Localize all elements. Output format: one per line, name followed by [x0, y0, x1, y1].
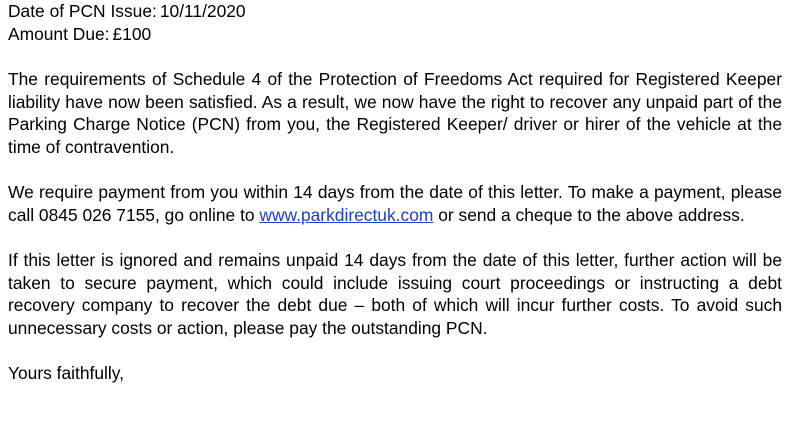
amount-due-line [8, 23, 782, 46]
payment-text-before-link: We require payment from you within 14 days from the date of this letter. To make a payment, please call 0845 026 7155, go online to [8, 182, 782, 225]
further-action-paragraph: If this letter is ignored and remains unpaid 14 days from the date of this letter, further action will be taken to secure payment, which could include issuing court proceedings or instructing a debt recovery company to recover the debt due – both of which will incur further costs. To avoid such unnecessary costs or action, please pay the outstanding PCN. [8, 250, 782, 338]
pcn-issue-date-label: Date of PCN Issue: [8, 1, 157, 21]
payment-text-after-link: or send a cheque to the above address. [433, 204, 745, 225]
pcn-issue-date-line [8, 0, 782, 23]
payment-website-link[interactable]: www.parkdirectuk.com [259, 204, 434, 225]
amount-due-label: Amount Due: [8, 23, 110, 44]
pcn-issue-date-value: 10/11/2020 [159, 1, 246, 21]
letter-body [8, 0, 782, 385]
amount-due-value: £100 [112, 23, 152, 44]
sign-off: Yours faithfully, [8, 363, 125, 383]
payment-paragraph [8, 181, 782, 226]
liability-paragraph: The requirements of Schedule 4 of the Protection of Freedoms Act required for Registered Keeper liability have now been satisfied. As a result, we now have the right to recover any unpaid part of the Parking Charge Notice (PCN) from you, the Registered Keeper/ driver or hirer of the vehicle at the time of contravention. [8, 69, 782, 157]
